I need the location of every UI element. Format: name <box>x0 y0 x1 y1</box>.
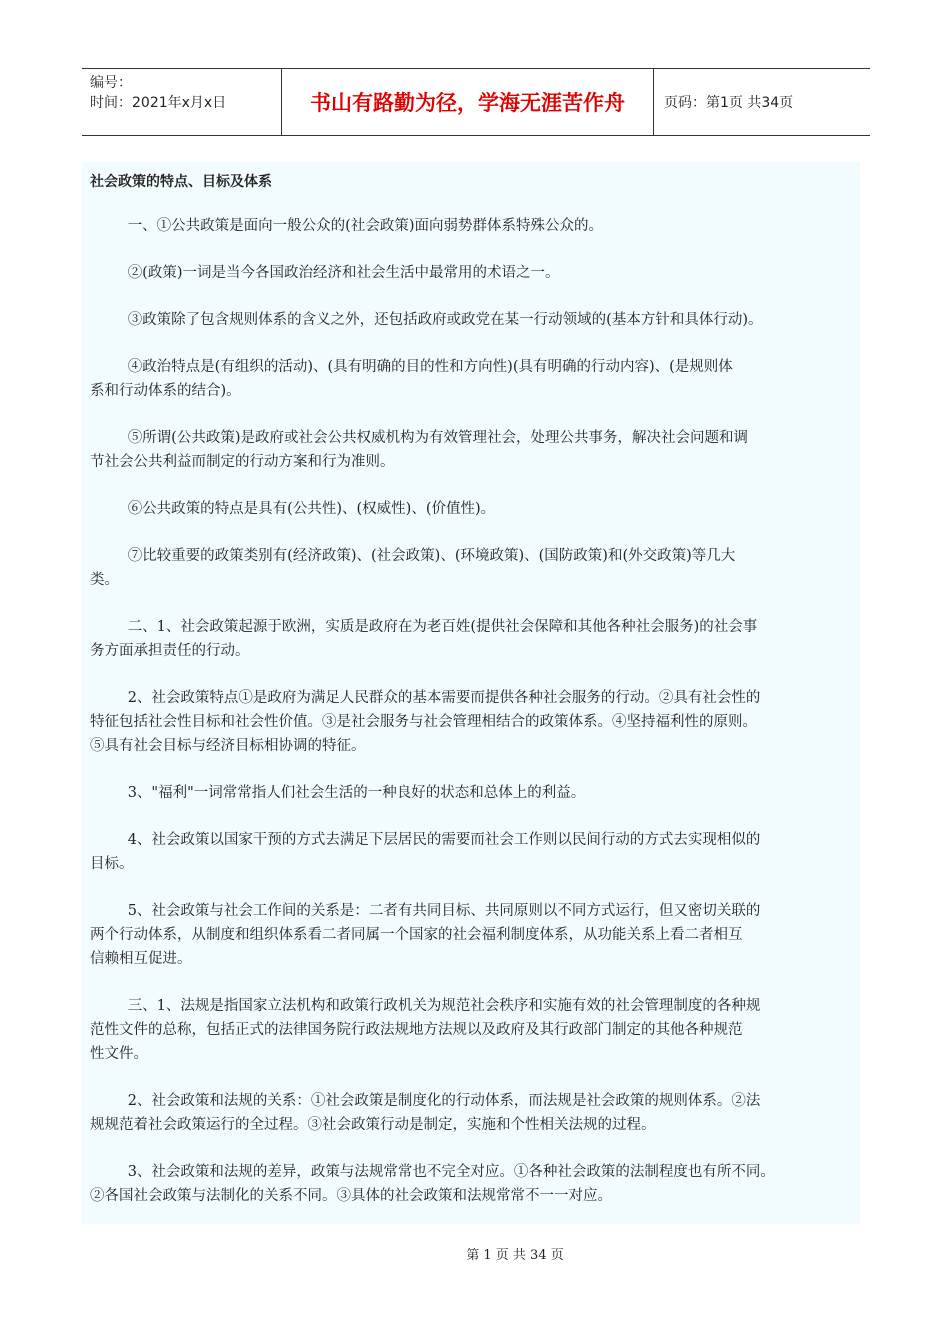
paragraph: ②(政策)一词是当今各国政治经济和社会生活中最常用的术语之一。 <box>127 265 560 281</box>
time-label: 时间：2021年x月x日 <box>90 95 227 111</box>
paragraph: 3、社会政策和法规的差异，政策与法规常常也不完全对应。①各种社会政策的法制程度也有所不同。 ②各国社会政策与法制化的关系不同。③具体的社会政策和法规常常不一一对应。 <box>90 1164 775 1204</box>
page-footer: 第 1 页 共 34 页 <box>466 1248 564 1263</box>
paragraph: 4、社会政策以国家干预的方式去满足下层居民的需要而社会工作则以民间行动的方式去实现相似的 目标。 <box>90 832 761 872</box>
paragraph: 5、社会政策与社会工作间的关系是：二者有共同目标、共同原则以不同方式运行，但又密切关联的 两个行动体系，从制度和组织体系看二者同属一个国家的社会福利制度体系，从功能关系上看二者相互 信赖相互促进。 <box>90 903 761 967</box>
paragraph: ⑥公共政策的特点是具有(公共性)、(权威性)、(价值性)。 <box>127 501 496 517</box>
paragraph: 一、①公共政策是面向一般公众的(社会政策)面向弱势群体系特殊公众的。 <box>127 218 603 234</box>
paragraph: 3、"福利"一词常常指人们社会生活的一种良好的状态和总体上的利益。 <box>127 785 586 801</box>
paragraph: ③政策除了包含规则体系的含义之外，还包括政府或政党在某一行动领域的(基本方针和具体行动)。 <box>127 312 763 328</box>
paragraph: 2、社会政策特点①是政府为满足人民群众的基本需要而提供各种社会服务的行动。②具有社会性的 特征包括社会性目标和社会性价值。③是社会服务与社会管理相结合的政策体系。④坚持福利性的原则。 ⑤具有社会目标与经济目标相协调的特征。 <box>90 690 761 754</box>
paragraph: ④政治特点是(有组织的活动)、(具有明确的目的性和方向性)(具有明确的行动内容)、(是规则体 系和行动体系的结合)。 <box>90 359 733 399</box>
document-body <box>82 162 860 1224</box>
header-motto: 书山有路勤为径，学海无涯苦作舟 <box>282 69 654 135</box>
paragraph: 2、社会政策和法规的关系：①社会政策是制度化的行动体系，而法规是社会政策的规则体系。②法 规规范着社会政策运行的全过程。③社会政策行动是制定，实施和个性相关法规的过程。 <box>90 1093 761 1133</box>
header-meta <box>82 69 282 135</box>
paragraph: 三、1、法规是指国家立法机构和政策行政机关为规范社会秩序和实施有效的社会管理制度的各种规 范性文件的总称，包括正式的法律国务院行政法规地方法规以及政府及其行政部门制定的其他各种规范 性文件。 <box>90 998 761 1062</box>
paragraph: ⑤所谓(公共政策)是政府或社会公共权威机构为有效管理社会，处理公共事务，解决社会问题和调 节社会公共利益而制定的行动方案和行为准则。 <box>90 430 748 470</box>
document-title: 社会政策的特点、目标及体系 <box>90 174 272 190</box>
paragraph: 二、1、社会政策起源于欧洲，实质是政府在为老百姓(提供社会保障和其他各种社会服务)的社会事 务方面承担责任的行动。 <box>90 619 758 659</box>
header-page-code: 页码：第1页 共34页 <box>664 95 794 111</box>
paragraph: ⑦比较重要的政策类别有(经济政策)、(社会政策)、(环境政策)、(国防政策)和(外交政策)等几大 类。 <box>90 548 736 588</box>
number-label: 编号： <box>90 75 132 91</box>
header-table <box>82 68 870 136</box>
